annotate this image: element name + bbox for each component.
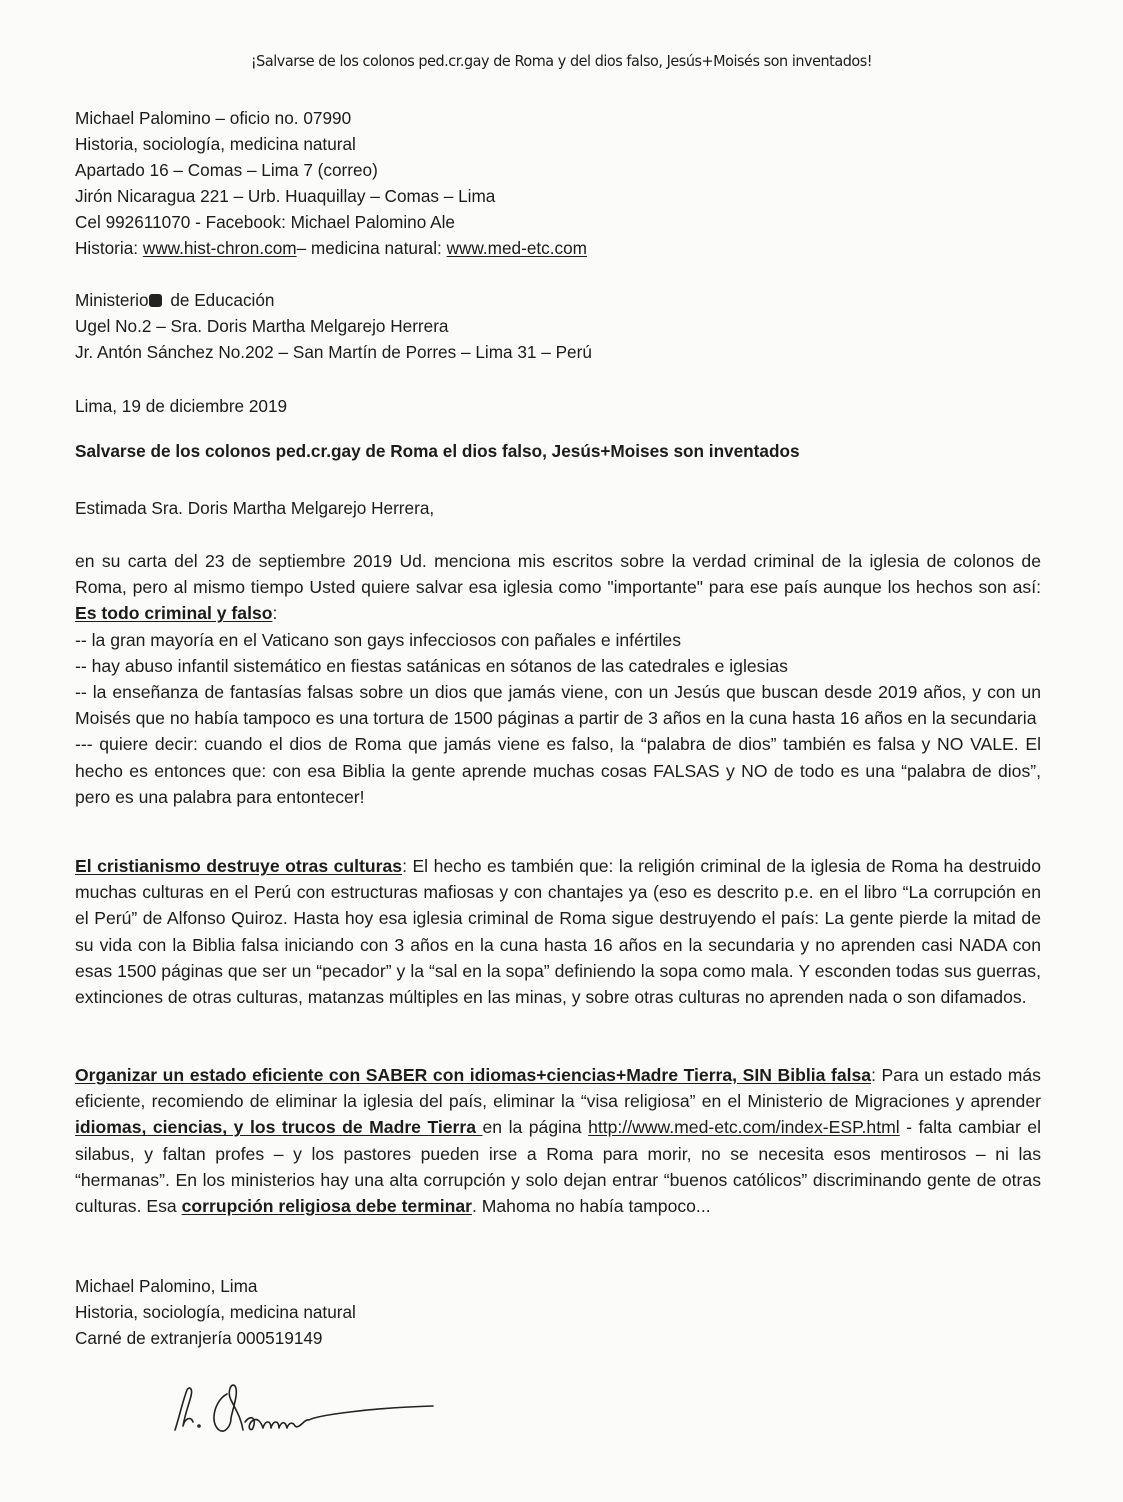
paragraph2-body: : El hecho es también que: la religión criminal de la iglesia de Roma ha destruido muchas culturas en el Perú con estructuras mafiosas y con chantajes ya (eso es descrito p.e. en el libro “La corrupción en el Perú” de Alfonso Quiroz. Hasta hoy esa iglesia criminal de Roma sigue destruyendo el país: La gente pierde la mitad de su vida con la Biblia falsa iniciando con 3 años en la cuna hasta 16 años en la secundaria y no aprenden casi NADA con esas 1500 páginas que ser un “pecador” y la “sal en la sopa” definiendo la sopa como mala. Y esconden todas sus guerras, extinciones de otras culturas, matanzas múltiples en las minas, y sobre otras culturas no aprenden nada o son difamados. [75, 856, 1041, 1008]
sender-line: Apartado 16 – Comas – Lima 7 (correo) [75, 160, 378, 180]
bullet-item: --- quiere decir: cuando el dios de Roma que jamás viene es falso, la “palabra de dios” también es falsa y NO VALE. El hecho es entonces que: con esa Biblia la gente aprende muchas cosas FALSAS y NO de todo es una “palabra de dios”, pero es una palabra para entontecer! [75, 734, 1041, 807]
page-header-title: ¡Salvarse de los colonos ped.cr.gay de Roma y del dios falso, Jesús+Moisés son inventados! [250, 52, 873, 70]
recipient-line: Ugel No.2 – Sra. Doris Martha Melgarejo Herrera [75, 316, 449, 336]
paragraph2-heading: El cristianismo destruye otras culturas [75, 856, 403, 876]
paragraph3-conclusion: corrupción religiosa debe terminar [181, 1196, 472, 1217]
hist-chron-link[interactable]: www.hist-chron.com [142, 238, 297, 258]
salutation: Estimada Sra. Doris Martha Melgarejo Herrera, [75, 498, 435, 518]
med-etc-index-link[interactable]: http://www.med-etc.com/index-ESP.html [588, 1117, 900, 1138]
closing-line: Historia, sociología, medicina natural [75, 1302, 356, 1322]
sender-line: Historia, sociología, medicina natural [75, 134, 356, 154]
signature-icon [165, 1378, 445, 1438]
web-prefix: Historia: [75, 238, 143, 258]
web-mid: – medicina natural: [296, 238, 447, 258]
bullet-item: -- hay abuso infantil sistemático en fiestas satánicas en sótanos de las catedrales e iglesias [75, 655, 788, 676]
letter-subject: Salvarse de los colonos ped.cr.gay de Roma el dios falso, Jesús+Moises son inventados [75, 441, 800, 461]
letter-date: Lima, 19 de diciembre 2019 [75, 396, 288, 416]
closing-line: Michael Palomino, Lima [75, 1276, 258, 1296]
recipient-line: Jr. Antón Sánchez No.202 – San Martín de Porres – Lima 31 – Perú [75, 342, 592, 362]
paragraph1-intro: en su carta del 23 de septiembre 2019 Ud. menciona mis escritos sobre la verdad criminal de la iglesia de colonos de Roma, pero al mismo tiempo Usted quiere salvar esa iglesia como "importante" para ese país aunque los hechos son así: [75, 551, 1041, 598]
paragraph3-part1: : Para un estado más eficiente, recomiendo de eliminar la iglesia del país, eliminar la “visa religiosa” en el Ministerio de Migraciones y aprender [75, 1065, 1041, 1112]
med-etc-link[interactable]: www.med-etc.com [446, 238, 587, 258]
bullet-item: -- la enseñanza de fantasías falsas sobre un dios que jamás viene, con un Jesús que buscan desde 2019 años, y con un Moisés que no había tampoco es una tortura de 1500 páginas a partir de 3 años en la cuna hasta 16 años en la secundaria [75, 682, 1041, 729]
recipient-address-block [75, 287, 592, 365]
sender-line: Jirón Nicaragua 221 – Urb. Huaquillay – Comas – Lima [75, 186, 496, 206]
bullet-item: -- la gran mayoría en el Vaticano son gays infecciosos con pañales e infértiles [75, 629, 682, 650]
sender-line: Michael Palomino – oficio no. 07990 [75, 108, 352, 128]
sender-line: Cel 992611070 - Facebook: Michael Palomino Ale [75, 212, 455, 232]
paragraph3-part4: . Mahoma no había tampoco... [471, 1196, 711, 1217]
redaction-mark-icon [149, 294, 162, 307]
paragraph-organizar [75, 1062, 1041, 1219]
paragraph3-part3: - falta cambiar el silabus, y faltan profes – y los pastores pueden irse a Roma para morir, no se necesita esos mentirosos – ni las “hermanas”. En los ministerios hay una alta corrupción y solo dejan entrar “buenos católicos” discriminando gente de otras culturas. Esa [75, 1117, 1042, 1217]
paragraph-cultures [75, 853, 1041, 1010]
closing-line: Carné de extranjería 000519149 [75, 1328, 323, 1348]
sender-address-block [75, 105, 587, 261]
recipient-ministry-suffix: de Educación [165, 290, 275, 310]
recipient-line [75, 287, 592, 313]
paragraph-criminal [75, 548, 1041, 810]
paragraph3-heading: Organizar un estado eficiente con SABER con idiomas+ciencias+Madre Tierra, SIN Biblia falsa [75, 1065, 872, 1085]
paragraph1-colon: : [272, 603, 278, 624]
closing-block [75, 1273, 356, 1351]
recipient-ministry: Ministerio [75, 290, 149, 310]
sender-websites [75, 235, 587, 261]
paragraph1-heading: Es todo criminal y falso [75, 603, 273, 624]
handwritten-signature [165, 1378, 445, 1438]
paragraph3-part2: en la página [482, 1117, 589, 1138]
paragraph3-topics: idiomas, ciencias, y los trucos de Madre Tierra [75, 1117, 483, 1138]
